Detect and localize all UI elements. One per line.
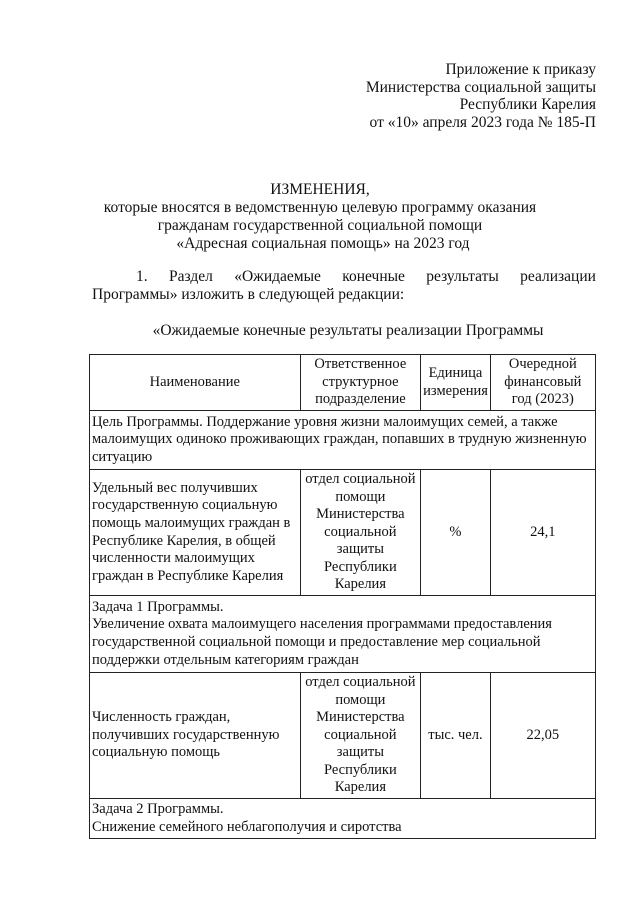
table-header-row (90, 355, 596, 411)
task-cell (90, 799, 596, 839)
paragraph-line-1 (92, 268, 596, 286)
paragraph-word: «Ожидаемые (234, 268, 321, 285)
table-row (90, 470, 596, 596)
indicator-name: Удельный вес получивших государственную социальную помощь малоимущих граждан в Республике Карелия, в общей численности малоимущих граждан в Республике Карелия (90, 470, 301, 596)
goal-row (90, 411, 596, 470)
indicator-unit: % (421, 470, 491, 596)
goal-cell: Цель Программы. Поддержание уровня жизни малоимущих семей, а также малоимущих одиноко проживающих граждан, попавших в трудную жизненную ситуацию (90, 411, 596, 470)
header-dept: Ответственное структурное подразделение (300, 355, 421, 411)
section-heading: «Ожидаемые конечные результаты реализации Программы (152, 322, 544, 339)
paragraph-word: конечные (342, 268, 405, 285)
title-line: «Адресная социальная помощь» на 2023 год (176, 235, 470, 252)
paragraph-1 (92, 268, 596, 304)
header-year: Очередной финансовый год (2023) (490, 355, 595, 411)
order-appendix-header (366, 61, 596, 131)
document-title (0, 181, 640, 253)
task-text: Увеличение охвата малоимущего населения программами предоставления государственной социальной помощи и предоставление мер социальной поддержки отдельным категориям граждан (92, 616, 552, 668)
indicator-value: 22,05 (490, 673, 595, 799)
task-row (90, 799, 596, 839)
header-line: от «10» апреля 2023 года № 185-П (369, 113, 596, 131)
task-row (90, 596, 596, 673)
title-line: которые вносятся в ведомственную целевую программу оказания (103, 199, 537, 216)
results-table (89, 354, 596, 839)
paragraph-word: Раздел (168, 268, 213, 285)
header-unit: Единица измерения (421, 355, 491, 411)
paragraph-line-2: Программы» изложить в следующей редакции: (92, 286, 405, 303)
indicator-name: Численность граждан, получивших государственную социальную помощь (90, 673, 301, 799)
indicator-dept: отдел социальной помощи Министерства социальной защиты Республики Карелия (300, 673, 421, 799)
title-heading: ИЗМЕНЕНИЯ, (270, 181, 370, 198)
indicator-value: 24,1 (490, 470, 595, 596)
paragraph-word: реализации (520, 268, 596, 285)
task-cell (90, 596, 596, 673)
header-line: Республики Карелия (459, 96, 596, 114)
paragraph-word: результаты (426, 268, 499, 285)
title-line: гражданам государственной социальной помощи (157, 217, 483, 234)
task-label: Задача 1 Программы. (92, 598, 224, 615)
header-name: Наименование (90, 355, 301, 411)
task-text: Снижение семейного неблагополучия и сиротства (92, 818, 402, 835)
indicator-unit: тыс. чел. (421, 673, 491, 799)
indicator-dept: отдел социальной помощи Министерства социальной защиты Республики Карелия (300, 470, 421, 596)
header-line: Приложение к приказу (445, 61, 596, 78)
table-row (90, 673, 596, 799)
paragraph-word: 1. (136, 268, 148, 285)
task-label: Задача 2 Программы. (92, 800, 224, 817)
header-line: Министерства социальной защиты (365, 78, 596, 96)
